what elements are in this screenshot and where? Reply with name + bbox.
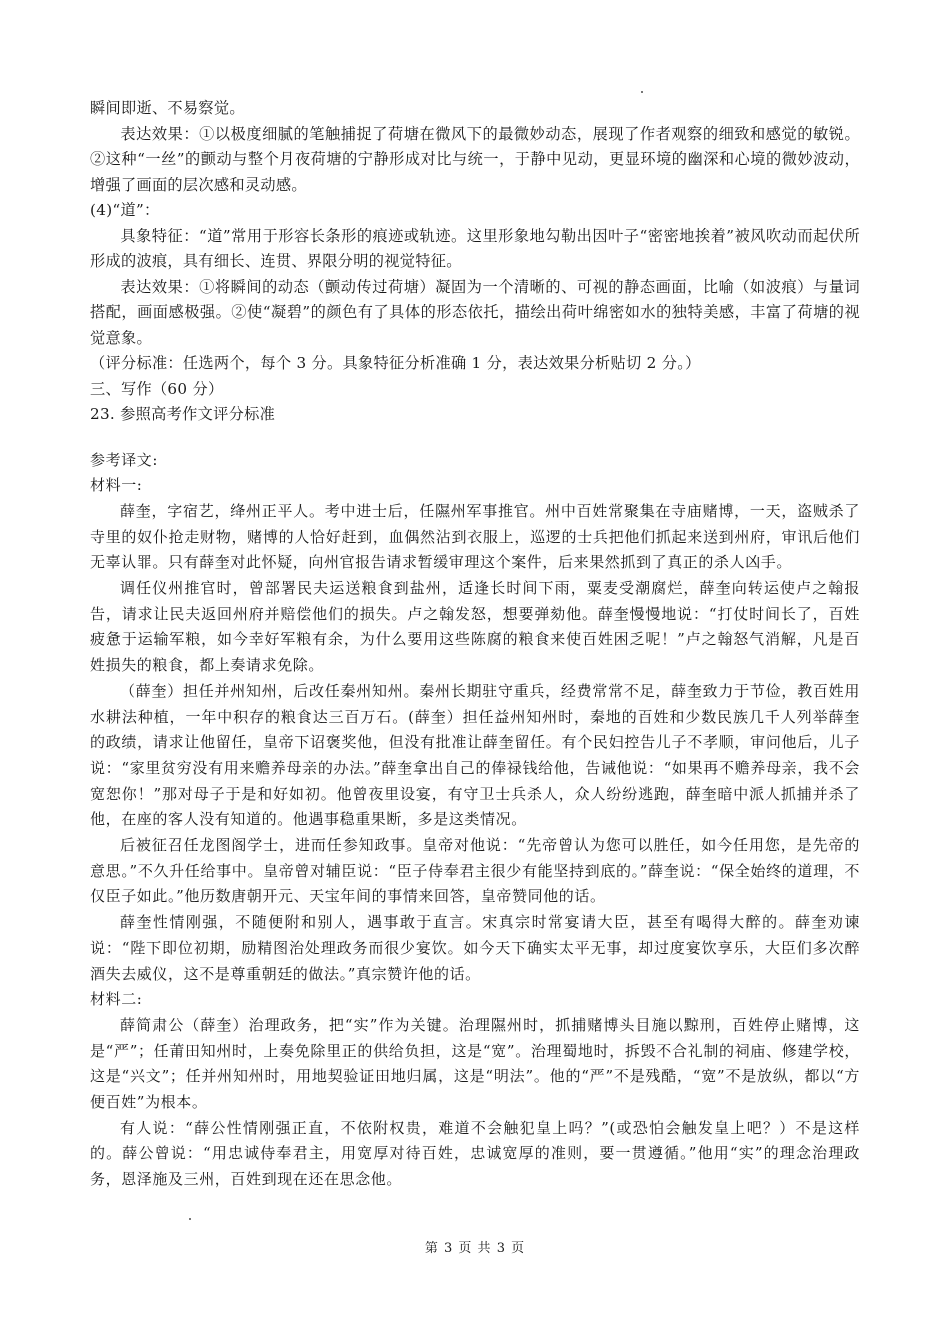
translation-heading: 参考译文:: [90, 450, 159, 469]
material-1-paragraph: 调任仪州推官时，曾部署民夫运送粮食到盐州，适逢长时间下雨，粟麦受潮腐烂，薛奎向转运使卢之翰报告，请求让民夫返回州府并赔偿他们的损失。卢之翰发怒，想要弹劾他。薛奎慢慢地说：“打仗时间长了，百姓疲惫于运输军粮，如今幸好军粮有余，为什么要用这些陈腐的粮食来使百姓困乏呢！”卢之翰怒气消解，凡是百姓损失的粮食，都上奏请求免除。: [90, 579, 860, 675]
answer-line: 瞬间即逝、不易察觉。: [90, 99, 245, 117]
material-1-label: 材料一:: [90, 476, 143, 495]
material-1-paragraph: 薛奎，字宿艺，绛州正平人。考中进士后，任隰州军事推官。州中百姓常聚集在寺庙赌博，一天，盗贼杀了寺里的奴仆抢走财物，赌博的人恰好赶到，血偶然沾到衣服上，巡逻的士兵把他们抓起来送到州府，审讯后他们无辜认罪。只有薛奎对此怀疑，向州官报告请求暂缓审理这个案件，后来果然抓到了真正的杀人凶手。: [90, 501, 860, 572]
question-23: 23. 参照高考作文评分标准: [90, 405, 276, 423]
scoring-note: （评分标准：任选两个，每个 3 分。具象特征分析准确 1 分，表达效果分析贴切 2 分。）: [90, 354, 701, 372]
scan-dot-bottom: [189, 1218, 191, 1220]
answer-subheading: (4)“道”：: [90, 201, 160, 219]
translation-section: [90, 448, 860, 1193]
material-2-paragraph: 薛简肃公（薛奎）治理政务，把“实”作为关键。治理隰州时，抓捕赌博头目施以黥刑，百姓停止赌博，这是“严”；任莆田知州时，上奏免除里正的供给负担，这是“宽”。治理蜀地时，拆毁不合礼制的祠庙、修建学校，这是“兴文”；任并州知州时，用地契验证田地归属，这是“明法”。他的“严”不是残酷，“宽”不是放纵，都以“方便百姓”为根本。: [90, 1015, 860, 1112]
material-1-paragraph: 薛奎性情刚强，不随便附和别人，遇事敢于直言。宋真宗时常宴请大臣，甚至有喝得大醉的。薛奎劝谏说：“陛下即位初期，励精图治处理政务而很少宴饮。如今天下确实太平无事，却过度宴饮享乐，大臣们多次醉酒失去威仪，这不是尊重朝廷的做法。”真宗赞许他的话。: [90, 913, 860, 983]
answer-paragraph: 具象特征：“道”常用于形容长条形的痕迹或轨迹。这里形象地勾勒出因叶子“密密地挨着”被风吹动而起伏所形成的波痕，具有细长、连贯、界限分明的视觉特征。: [90, 226, 860, 270]
answer-section: [90, 96, 860, 428]
page-footer: 第 3 页 共 3 页: [424, 1241, 526, 1256]
scan-dot-top: [641, 91, 643, 93]
answer-paragraph: 表达效果：①以极度细腻的笔触捕捉了荷塘在微风下的最微妙动态，展现了作者观察的细致和感觉的敏锐。②这种“一丝”的颤动与整个月夜荷塘的宁静形成对比与统一，于静中见动，更显环境的幽深和心境的微妙波动，增强了画面的层次感和灵动感。: [90, 124, 860, 194]
material-1-paragraph: 后被征召任龙图阁学士，进而任参知政事。皇帝对他说：“先帝曾认为您可以胜任，如今任用您，是先帝的意思。”不久升任给事中。皇帝曾对辅臣说：“臣子侍奉君主很少有能坚持到底的。”薛奎说：“保全始终的道理，不仅臣子如此。”他历数唐朝开元、天宝年间的事情来回答，皇帝赞同他的话。: [90, 836, 860, 906]
section-heading: 三、写作（60 分）: [90, 379, 224, 398]
material-2-paragraph: 有人说：“薛公性情刚强正直，不依附权贵，难道不会触犯皇上吗？”(或恐怕会触发皇上吧？）不是这样的。薛公曾说：“用忠诚侍奉君主，用宽厚对待百姓，忠诚宽厚的准则，要一贯遵循。”他用“实”的理念治理政务，恩泽施及三州，百姓到现在还在思念他。: [90, 1118, 860, 1189]
page-content: [90, 96, 860, 1193]
answer-paragraph: 表达效果：①将瞬间的动态（颤动传过荷塘）凝固为一个清晰的、可视的静态画面，比喻（如波痕）与量词搭配，画面感极强。②使“凝碧”的颜色有了具体的形态依托，描绘出荷叶绵密如水的独特美感，丰富了荷塘的视觉意象。: [90, 277, 860, 347]
material-1-paragraph: （薛奎）担任并州知州，后改任秦州知州。秦州长期驻守重兵，经费常常不足，薛奎致力于节俭，教百姓用水耕法种植，一年中积存的粮食达三百万石。(薛奎）担任益州知州时，秦地的百姓和少数民族几千人列举薛奎的政绩，请求让他留任，皇帝下诏褒奖他，但没有批准让薛奎留任。有个民妇控告儿子不孝顺，审问他后，儿子说：“家里贫穷没有用来赡养母亲的办法。”薛奎拿出自己的俸禄钱给他，告诫他说：“如果再不赡养母亲，我不会宽恕你！”那对母子于是和好如初。他曾夜里设宴，有守卫士兵杀人，众人纷纷逃跑，薛奎暗中派人抓捕并杀了他，在座的客人没有知道的。他遇事稳重果断，多是这类情况。: [90, 681, 860, 829]
material-2-label: 材料二:: [90, 990, 143, 1009]
